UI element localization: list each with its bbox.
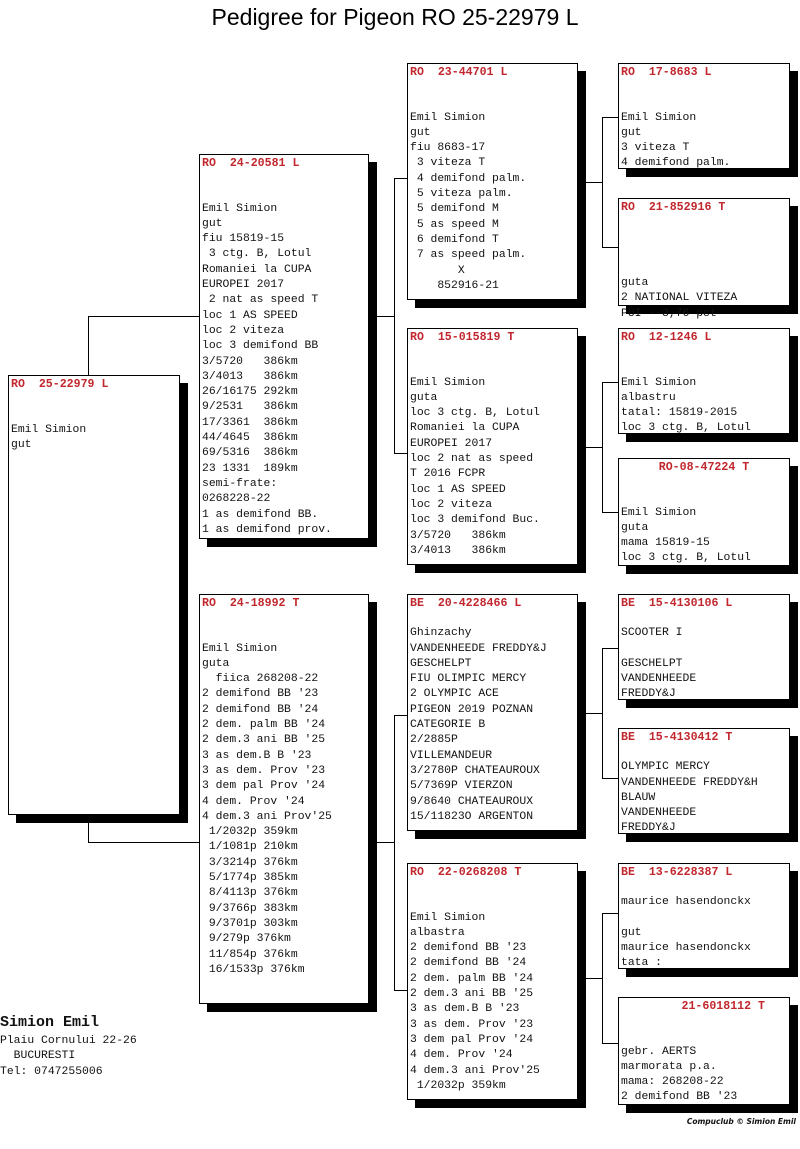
pedigree-info-line: 2 nat as speed T [202, 294, 319, 307]
pedigree-info-line: 4 demifond palm. [410, 172, 527, 185]
pedigree-info-line: GESCHELPT [410, 657, 472, 670]
pedigree-info-line: 2 demifond BB '23 [202, 688, 319, 701]
connector [584, 978, 603, 979]
pedigree-info-line: loc 3 demifond Buc. [410, 514, 540, 527]
pedigree-info-line: maurice hasendonckx [621, 896, 751, 909]
ring-number: RO 24-18992 T [202, 597, 300, 610]
pedigree-info-line [621, 261, 787, 276]
ring-number: RO 24-20581 L [202, 157, 300, 170]
pedigree-info-line: Emil Simion [410, 376, 486, 389]
pedigree-info-line: X [410, 264, 465, 277]
pedigree-info-line: guta [621, 277, 649, 290]
pedigree-info-line: 5 demifond M [410, 203, 499, 216]
pedigree-info-line: 11/854p 376km [202, 948, 298, 961]
spacer [11, 392, 177, 407]
pedigree-info-line: marmorata p.a. [621, 1060, 717, 1073]
pedigree-info-line: 4 demifond palm. [621, 157, 731, 170]
connector [584, 447, 603, 448]
ring-number: RO-08-47224 T [658, 461, 750, 474]
spacer [410, 611, 575, 626]
pedigree-info-line [621, 1029, 787, 1044]
ring-number: BE 15-4130412 T [621, 731, 733, 744]
pedigree-info-line: VILLEMANDEUR [410, 749, 493, 762]
pedigree-info-line: tatal: 15819-2015 [621, 407, 738, 420]
pedigree-info-line: loc 1 AS SPEED [202, 309, 298, 322]
pedigree-info-line: 2 demifond BB '23 [410, 942, 527, 955]
pedigree-info-line: 852916-21 [410, 279, 499, 292]
connector [602, 913, 619, 914]
owner-name: Simion Emil [0, 1014, 100, 1031]
pedigree-info-line: gut [621, 126, 642, 139]
pedigree-info-line: Emil Simion [410, 911, 486, 924]
ring-number: RO 21-852916 T [621, 201, 726, 214]
ring-number: RO 23-44701 L [410, 66, 508, 79]
pedigree-info-line: 4 dem. Prov '24 [202, 795, 305, 808]
pedigree-info-line: 23 1331 189km [202, 462, 298, 475]
spacer [202, 611, 366, 626]
pedigree-info-line: Emil Simion [621, 376, 697, 389]
connector [394, 178, 408, 179]
pedigree-info-line: 2 dem. palm BB '24 [202, 719, 326, 732]
dd-sire-card [618, 863, 790, 969]
pedigree-info-line: Emil Simion [11, 423, 87, 436]
ds-sire-card [618, 594, 790, 700]
pedigree-info-line: guta [621, 521, 649, 534]
ring-number: RO 22-0268208 T [410, 866, 522, 879]
connector [394, 715, 408, 716]
ss-sire-card [618, 63, 790, 169]
pedigree-info-line: 3/2780P CHATEAUROUX [410, 764, 540, 777]
pedigree-info-line: Emil Simion [410, 111, 486, 124]
spacer [410, 345, 575, 360]
pedigree-info-line: 5 viteza palm. [410, 188, 513, 201]
connector [375, 316, 395, 317]
pedigree-info-line: BLAUW [621, 791, 656, 804]
spacer [621, 345, 787, 360]
spacer [621, 215, 787, 230]
pedigree-info-line: 0268228-22 [202, 493, 271, 506]
pedigree-info-line: 3/4013 386km [202, 370, 298, 383]
pedigree-info-line: Emil Simion [202, 202, 278, 215]
pedigree-info-line: FREDDY&J [621, 688, 676, 701]
sd-sire-card [618, 328, 790, 434]
ring-number: RO 17-8683 L [621, 66, 712, 79]
pedigree-info-line [621, 95, 787, 110]
dam-sire-card [407, 594, 578, 831]
connector [584, 182, 603, 183]
spacer [621, 745, 787, 760]
pedigree-info-line [410, 895, 575, 910]
pedigree-info-line: VANDENHEEDE FREDDY&J [410, 642, 547, 655]
pedigree-info-line: gut [621, 926, 642, 939]
ds-dam-card [618, 728, 790, 834]
pedigree-info-line: 3/5720 386km [410, 529, 506, 542]
spacer [202, 171, 366, 186]
dam-card [199, 594, 369, 1004]
pedigree-info-line: 15/11823O ARGENTON [410, 810, 534, 823]
pedigree-info-line: FREDDY&J [621, 822, 676, 835]
pedigree-info-line [621, 490, 787, 505]
pedigree-info-line: 2 demifond BB '24 [202, 703, 319, 716]
sire-sire-card [407, 63, 578, 300]
pedigree-info-line: loc 3 ctg. B, Lotul [621, 552, 751, 565]
connector [602, 1043, 619, 1044]
pedigree-info-line: VANDENHEEDE FREDDY&H [621, 776, 758, 789]
pedigree-info-line: loc 3 demifond BB [202, 340, 319, 353]
owner-address-line: Plaiu Cornului 22-26 [0, 1035, 137, 1047]
pedigree-info-line: 4 dem.3 ani Prov'25 [410, 1064, 540, 1077]
pedigree-info-line: 4 dem. Prov '24 [410, 1049, 513, 1062]
pedigree-info-line: 1/2032p 359km [202, 826, 298, 839]
pedigree-info-line: 3 dem pal Prov '24 [202, 780, 326, 793]
ring-number: BE 13-6228387 L [621, 866, 733, 879]
pedigree-info-line: VANDENHEEDE [621, 673, 697, 686]
pedigree-info-line: Romaniei la CUPA [202, 263, 312, 276]
connector [88, 842, 200, 843]
sire-card [199, 154, 369, 539]
pedigree-info-line: 9/2531 386km [202, 401, 298, 414]
pedigree-info-line: 3/5720 386km [202, 355, 298, 368]
spacer [621, 880, 787, 895]
connector [375, 842, 395, 843]
pedigree-info-line: VANDENHEEDE [621, 807, 697, 820]
pedigree-info-line: EUROPEI 2017 [410, 437, 493, 450]
pedigree-info-line: Ghinzachy [410, 627, 472, 640]
connector [602, 778, 619, 779]
pedigree-info-line: semi-frate: [202, 477, 278, 490]
spacer [410, 880, 575, 895]
sire-dam-card [407, 328, 578, 565]
pedigree-info-line: OLYMPIC MERCY [621, 761, 710, 774]
pedigree-info-line: loc 3 ctg. B, Lotul [410, 407, 540, 420]
connector [602, 648, 619, 649]
pedigree-info-line: GESCHELPT [621, 657, 683, 670]
owner-phone: Tel: 0747255006 [0, 1065, 103, 1078]
pedigree-info-line: mama 15819-15 [621, 537, 710, 550]
pedigree-info-line: gebr. AERTS [621, 1045, 697, 1058]
pedigree-info-line [202, 626, 366, 641]
spacer [410, 80, 575, 95]
pedigree-info-line: loc 3 ctg. B, Lotul [621, 422, 751, 435]
pedigree-info-line: 1/1081p 210km [202, 841, 298, 854]
pedigree-info-line [621, 246, 787, 261]
connector [88, 316, 200, 317]
pedigree-info-line: mama: 268208-22 [621, 1076, 724, 1089]
subject-pigeon-card [8, 375, 180, 815]
pedigree-info-line: 3 ctg. B, Lotul [202, 248, 312, 261]
pedigree-info-line: 2/2885P [410, 734, 458, 747]
ring-number: BE 15-4130106 L [621, 597, 733, 610]
pedigree-info-line [621, 360, 787, 375]
pedigree-info-line: tata : [621, 957, 663, 970]
pedigree-info-line [621, 230, 787, 245]
pedigree-info-line: loc 2 viteza [410, 498, 493, 511]
pedigree-info-line: T 2016 FCPR [410, 468, 486, 481]
pedigree-info-line: 1 as demifond prov. [202, 523, 332, 536]
spacer [621, 611, 787, 626]
pedigree-info-line: 2 dem. palm BB '24 [410, 972, 534, 985]
pedigree-info-line: 3 as dem. Prov '23 [410, 1018, 534, 1031]
connector [602, 512, 619, 513]
connector [602, 117, 619, 118]
pedigree-info-line: 69/5316 386km [202, 447, 298, 460]
software-credit: Compuclub © Simion Emil [686, 1117, 796, 1126]
pedigree-info-line: 5 as speed M [410, 218, 499, 231]
pedigree-info-line [202, 186, 366, 201]
connector [394, 453, 408, 454]
pedigree-info-line: 2 dem.3 ani BB '25 [202, 734, 326, 747]
spacer [621, 475, 787, 490]
pedigree-info-line: 3/4013 386km [410, 544, 506, 557]
connector [394, 990, 408, 991]
pedigree-info-line: maurice hasendonckx [621, 942, 751, 955]
pedigree-info-line: fiu 15819-15 [202, 233, 285, 246]
pedigree-info-line: fiu 8683-17 [410, 142, 486, 155]
ring-number: RO 15-015819 T [410, 331, 515, 344]
sd-dam-card [618, 458, 790, 566]
pedigree-info-line: 2 demifond BB '24 [410, 957, 527, 970]
pedigree-info-line: albastru [621, 391, 676, 404]
ring-number: 21-6018112 T [681, 1000, 765, 1013]
pedigree-info-line: 3 as dem. Prov '23 [202, 764, 326, 777]
pedigree-info-line: 3 as dem.B B '23 [202, 749, 312, 762]
connector [584, 713, 603, 714]
pedigree-info-line: 9/3766p 383km [202, 902, 298, 915]
pedigree-info-line: 9/8640 CHATEAUROUX [410, 795, 534, 808]
pedigree-info-line: Emil Simion [621, 111, 697, 124]
pedigree-info-line: 5/1774p 385km [202, 872, 298, 885]
pedigree-info-line [621, 911, 787, 926]
connector [394, 715, 395, 990]
pedigree-info-line: PUI - 3,76 pct [621, 307, 717, 320]
pedigree-info-line: 3 dem pal Prov '24 [410, 1033, 534, 1046]
pedigree-info-line: 1 as demifond BB. [202, 508, 319, 521]
connector [602, 382, 619, 383]
pedigree-info-line: 5/7369P VIERZON [410, 780, 513, 793]
dam-dam-card [407, 863, 578, 1100]
spacer [621, 1014, 787, 1029]
pedigree-info-line: Emil Simion [621, 506, 697, 519]
pedigree-info-line: loc 1 AS SPEED [410, 483, 506, 496]
pedigree-info-line [11, 407, 177, 422]
ss-dam-card [618, 198, 790, 320]
pedigree-info-line: 8/4113p 376km [202, 887, 298, 900]
pedigree-info-line: 3/3214p 376km [202, 856, 298, 869]
pedigree-info-line: Romaniei la CUPA [410, 422, 520, 435]
pedigree-info-line: SCOOTER I [621, 627, 683, 640]
pedigree-info-line: 1/2032p 359km [410, 1079, 506, 1092]
pedigree-info-line: EUROPEI 2017 [202, 279, 285, 292]
pedigree-info-line: 26/16175 292km [202, 386, 298, 399]
pedigree-info-line: 2 dem.3 ani BB '25 [410, 988, 534, 1001]
pedigree-info-line: 17/3361 386km [202, 416, 298, 429]
pedigree-info-line: 2 OLYMPIC ACE [410, 688, 499, 701]
pedigree-info-line: gut [410, 126, 431, 139]
pedigree-info-line: FIU OLIMPIC MERCY [410, 673, 527, 686]
pedigree-info-line: 3 as dem.B B '23 [410, 1003, 520, 1016]
pedigree-info-line: loc 2 viteza [202, 324, 285, 337]
pedigree-info-line: gut [11, 438, 32, 451]
pedigree-info-line [621, 642, 787, 657]
owner-block [0, 1012, 137, 1080]
pedigree-info-line: 7 as speed palm. [410, 249, 527, 262]
pedigree-info-line [410, 95, 575, 110]
pedigree-info-line: CATEGORIE B [410, 719, 486, 732]
pedigree-info-line: albastra [410, 926, 465, 939]
pedigree-info-line: guta [410, 391, 438, 404]
pedigree-info-line: 9/3701p 303km [202, 917, 298, 930]
pedigree-info-line: loc 2 nat as speed [410, 453, 534, 466]
pedigree-info-line: 4 dem.3 ani Prov'25 [202, 810, 332, 823]
pedigree-info-line: fiica 268208-22 [202, 673, 319, 686]
ring-number: RO 12-1246 L [621, 331, 712, 344]
pedigree-info-line: 3 viteza T [410, 157, 486, 170]
dd-dam-card [618, 997, 790, 1105]
pedigree-info-line: 16/1533p 376km [202, 963, 305, 976]
pedigree-info-line [410, 360, 575, 375]
ring-number: RO 25-22979 L [11, 378, 109, 391]
pedigree-info-line: 3 viteza T [621, 142, 690, 155]
pedigree-info-line: PIGEON 2019 POZNAN [410, 703, 534, 716]
page-title: Pedigree for Pigeon RO 25-22979 L [211, 4, 579, 30]
owner-address-line: BUCURESTI [0, 1050, 76, 1063]
connector [602, 247, 619, 248]
ring-number: BE 20-4228466 L [410, 597, 522, 610]
pedigree-info-line: guta [202, 657, 230, 670]
pedigree-info-line: 2 demifond BB '23 [621, 1091, 738, 1104]
pedigree-info-line: gut [202, 217, 223, 230]
pedigree-info-line: 44/4645 386km [202, 432, 298, 445]
spacer [621, 80, 787, 95]
pedigree-info-line: 9/279p 376km [202, 933, 291, 946]
pedigree-info-line: 6 demifond T [410, 233, 499, 246]
pedigree-info-line: 2 NATIONAL VITEZA [621, 292, 738, 305]
pedigree-info-line: Emil Simion [202, 642, 278, 655]
